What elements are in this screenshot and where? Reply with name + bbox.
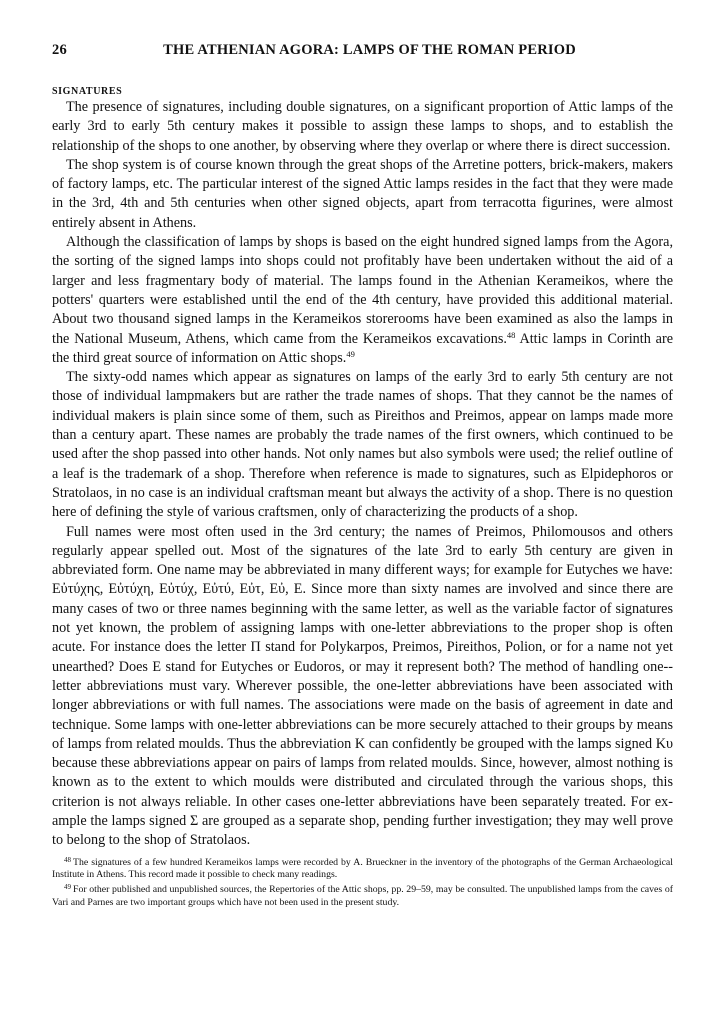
footnote — [52, 881, 673, 909]
footnote-text: The signatures of a few hundred Kerameikos lamps were recorded by A. Brueckner in the inventory of the photographs of the German Archaeological Institute in Athens. This record made it possible to check many readings. — [52, 856, 673, 880]
paragraph-text: Although the classification of lamps by shops is based on the eight hundred signed lamps from the Agora, the sorting of the signed lamps into shops could not profitably have been undertaken without the aid of a larger and less fragmentary body of material. The lamps found in the Athenian Kerameikos, where the potters' quarters were established until the end of the 4th century, have provided this additional material. About two thousand signed lamps in the Kerameikos storerooms have been examined as also the lamps in the National Museum, Athens, which came from the Kerameikos excavations. — [52, 234, 673, 347]
paragraph: Full names were most often used in the 3rd century; the names of Preimos, Philomousos and others regularly appear spelled out. Most of the signatures of the late 3rd to early 5th century are given in abbreviated form. One name may be abbreviated in many different ways; for example for Eutyches we have: Εὐτύχης, Εὐτύχη, Εὐτύχ, Εὐτύ, Εὐτ, Εὐ, Ε. Since more than sixty names are involved and since there are many cases of two or three names beginning with the same letter, as well as the variable factor of signatures not yet known, the problem of assigning lamps with one-letter abbreviations to the proper shop is often acute. For instance does the letter Π stand for Polykarpos, Preimos, Pireithos, Polion, or for a name not yet unearthed? Does Ε stand for Eutyches or Eudoros, or may it represent both? The method of handling one-letter abbreviations must vary. Wherever possible, the one-letter abbreviations have been associated with longer abbreviations or with full names. The associations were made on the basis of agreement in date and technique. Some lamps with one-letter abbreviations can be more securely attached to their groups by means of lamps from related moulds. Thus the abbreviation Κ can confidently be grouped with the lamps signed Κυ because these abbreviations appear on pairs of lamps from related moulds. Since, however, almost nothing is known as to the extent to which moulds were distributed and circulated through the various shops, this criterion is not always reliable. In other cases one-letter abbreviations have been separately treated. For example the lamps signed Σ are grouped as a separate shop, pending further investigation; they may well prove to belong to the shop of Stratolaos. — [52, 523, 673, 849]
paragraph: The presence of signatures, including double signatures, on a significant proportion of Attic lamps of the early 3rd to early 5th century makes it possible to assign these lamps to shops, and to establish the relationship of the shops to one another, by observing where they overlap or where there is direct succession. — [52, 99, 673, 154]
page-number: 26 — [52, 42, 67, 58]
footnotes — [52, 854, 673, 910]
page — [52, 42, 673, 909]
footnote-ref[interactable]: 49 — [346, 348, 355, 359]
footnote-number: 48 — [64, 855, 71, 864]
running-head — [52, 42, 673, 66]
paragraph-text: Attic lamps in Corinth are the third great source of information on Attic shops. — [52, 330, 673, 366]
paragraph: The shop system is of course known through the great shops of the Arretine potters, brick-makers, makers of factory lamps, etc. The particular interest of the signed Attic lamps resides in the fact that they were made in the 3rd, 4th and 5th centuries when other signed objects, apart from terracotta figurines, were almost entirely absent in Athens. — [52, 156, 673, 231]
section-heading: SIGNATURES — [52, 86, 123, 97]
footnote — [52, 854, 673, 882]
footnote-ref[interactable]: 48 — [506, 329, 516, 340]
paragraph: The sixty-odd names which appear as signatures on lamps of the early 3rd to early 5th century are not those of individual lampmakers but are rather the trade names of shops. That they cannot be the names of individual makers is plain since some of them, such as Pireithos and Preimos, appear on lamps made more than a century apart. These names are probably the trade names of the first owners, which continued to be used after the shop passed into other hands. Not only names but also symbols were used; the relief outline of a leaf is the trademark of a shop. Therefore when reference is made to signatures, such as Elpidephoros or Stratolaos, in no case is an individual craftsman meant but always the activity of a shop. There is no question here of defining the style of various craftsmen, only of characterizing the products of a shop. — [52, 369, 673, 521]
footnote-text: For other published and unpublished sources, the Repertories of the Attic shops, pp. 29–59, may be consulted. The unpublished lamps from the caves of Vari and Parnes are two important groups which have not been used in the present study. — [52, 884, 673, 908]
paragraph — [52, 233, 673, 368]
running-title: THE ATHENIAN AGORA: LAMPS OF THE ROMAN PERIOD — [163, 42, 576, 58]
footnote-number: 49 — [64, 883, 71, 892]
